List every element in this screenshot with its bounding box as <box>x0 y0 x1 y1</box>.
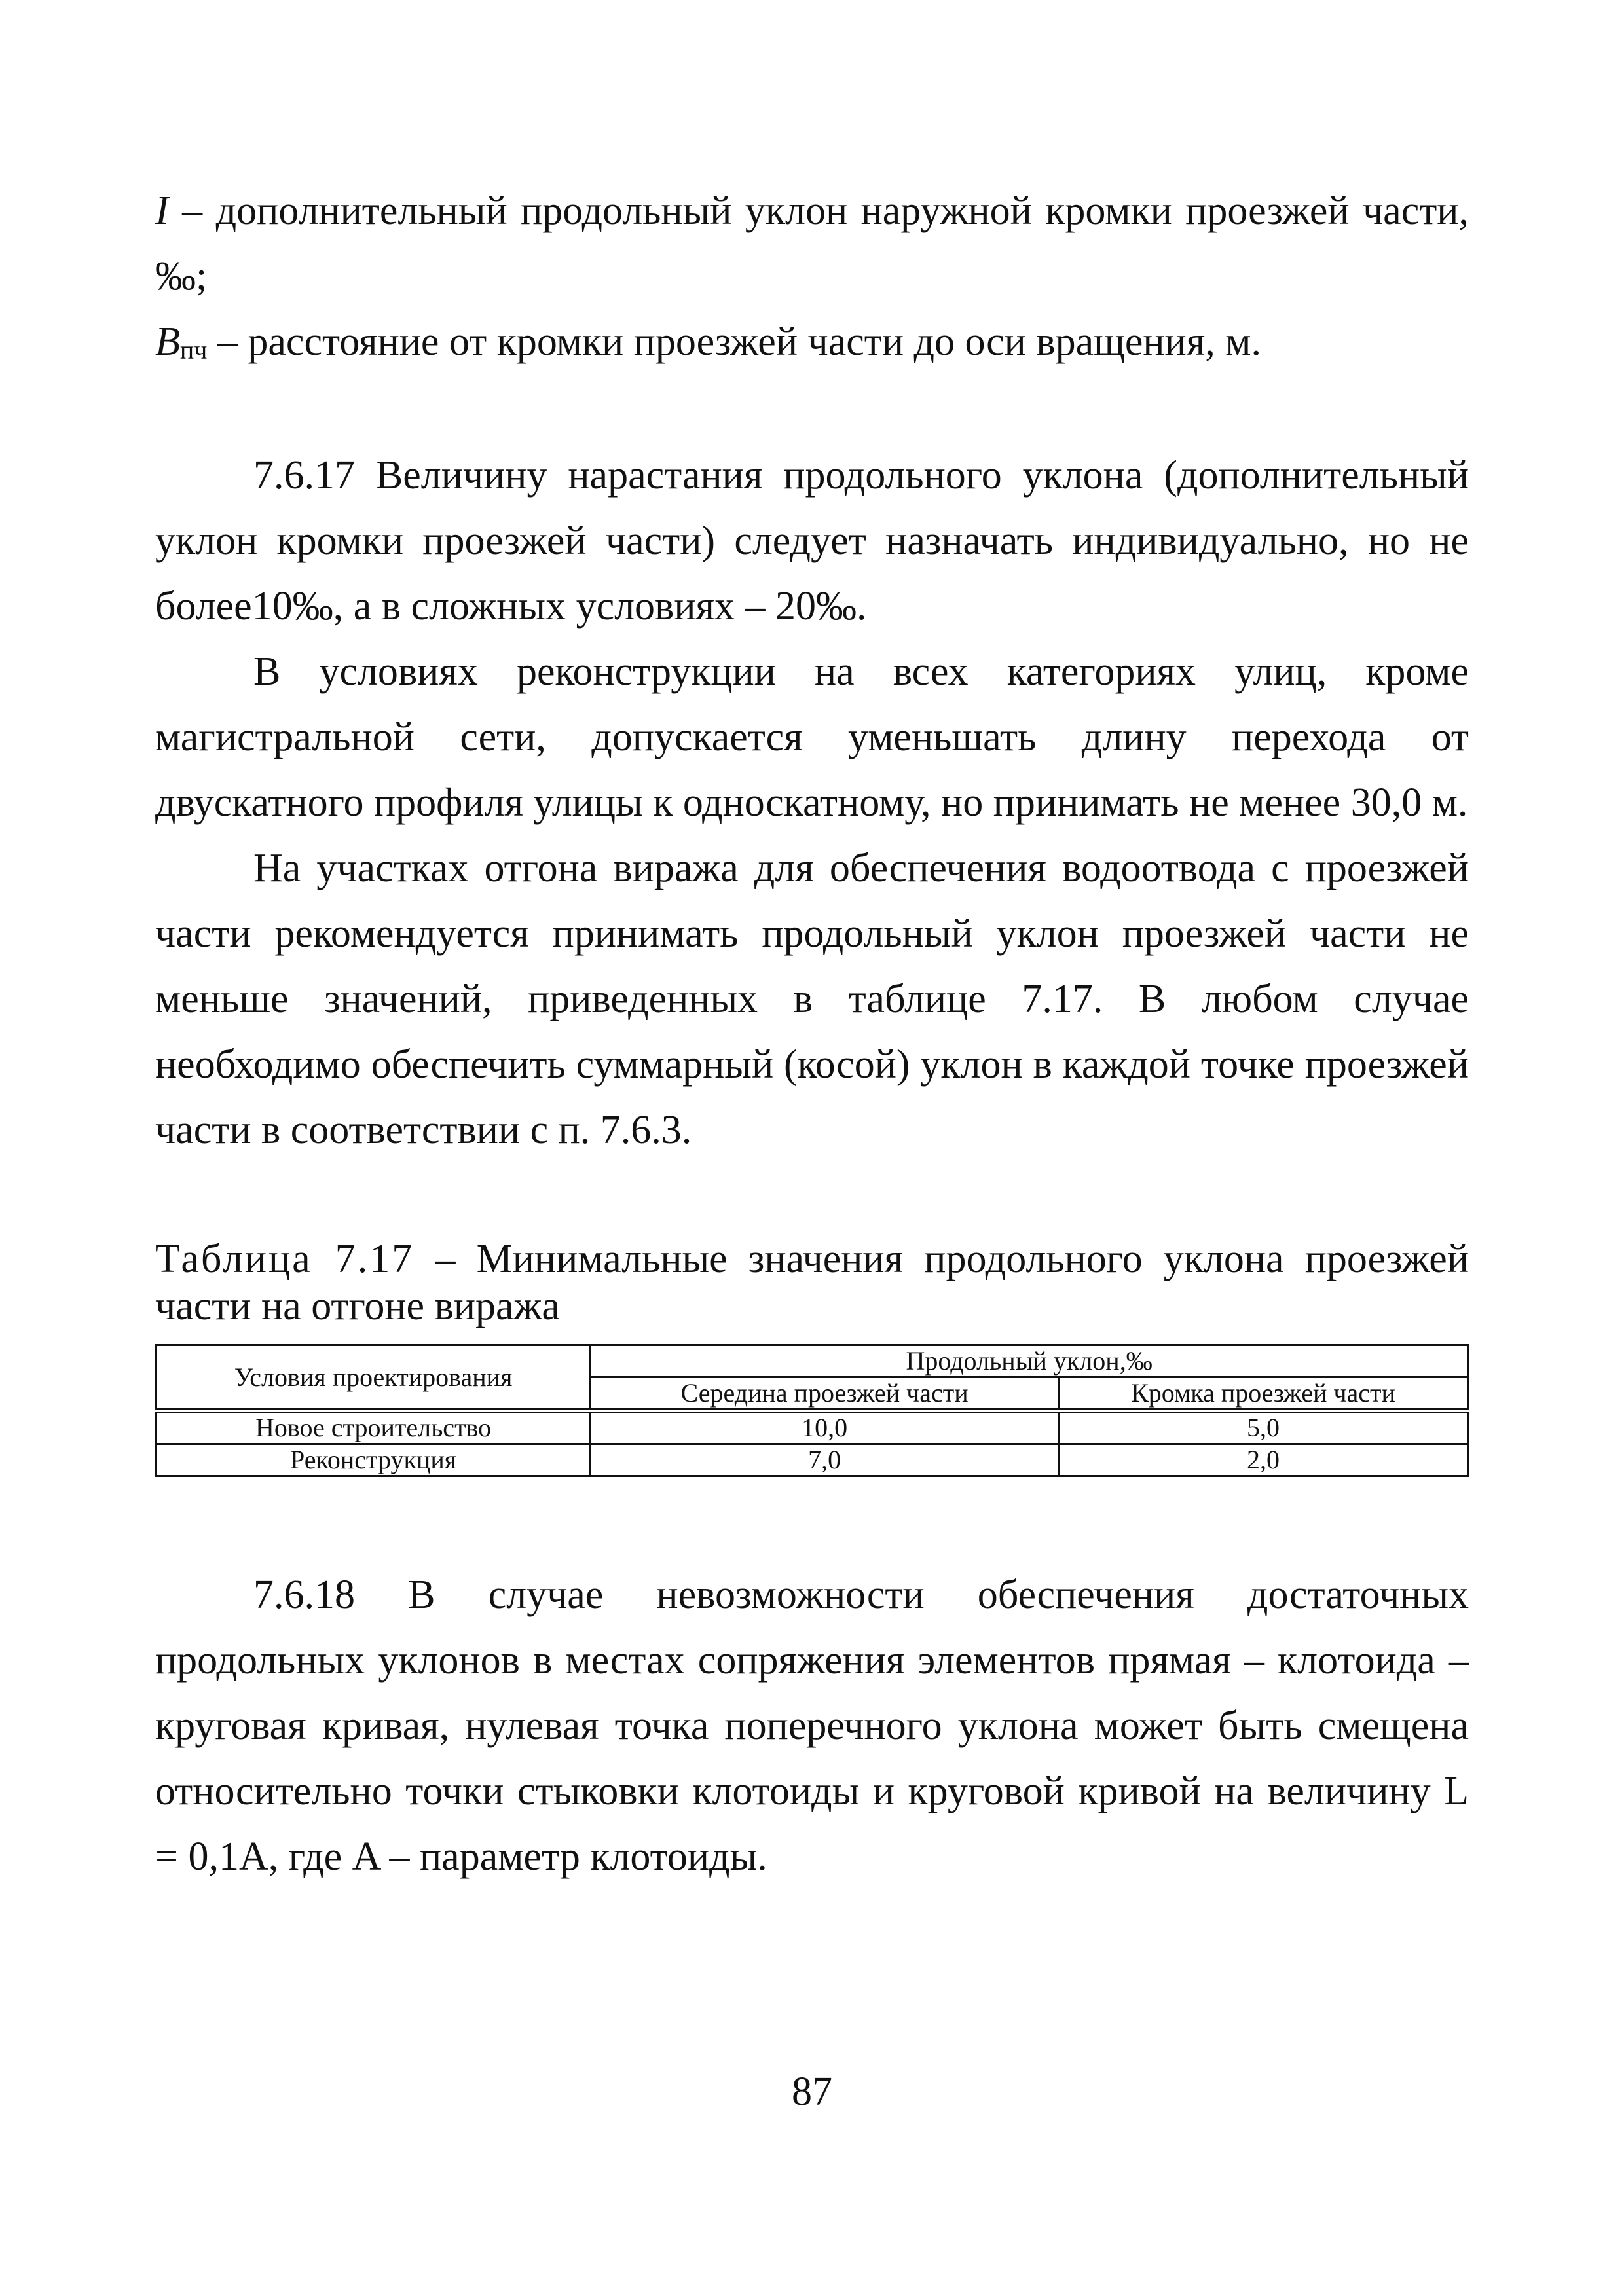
paragraph-7-6-17: 7.6.17 Величину нарастания продольного уклона (дополнительный уклон кромки проезжей части) следует назначать индивидуально, но не более10‰, а в сложных условиях – 20‰. <box>155 453 1469 629</box>
slope-table <box>155 1344 1469 1477</box>
paragraph-7-6-18: 7.6.18 В случае невозможности обеспечения достаточных продольных уклонов в местах сопряжения элементов прямая – клотоида – круговая кривая, нулевая точка поперечного уклона может быть смещена относительно точки стыковки клотоиды и круговой кривой на величину L = 0,1A, где A – параметр клотоиды. <box>155 1573 1469 1879</box>
table-cell-middle: 7,0 <box>591 1444 1059 1476</box>
definition-text: – расстояние от кромки проезжей части до оси вращения, м. <box>207 319 1261 364</box>
definition-symbol: I <box>155 189 169 233</box>
table-cell-middle: 10,0 <box>591 1411 1059 1444</box>
definitions-block <box>155 178 1469 379</box>
paragraph-drainage: На участках отгона виража для обеспечения водоотвода с проезжей части рекомендуется принимать продольный уклон проезжей части не меньше значений, приведенных в таблице 7.17. В любом случае необходимо обеспечить суммарный (косой) уклон в каждой точке проезжей части в соответствии с п. 7.6.3. <box>155 846 1469 1152</box>
definition-b <box>155 309 1469 379</box>
definition-subscript: пч <box>179 335 208 365</box>
body-text <box>155 443 1469 1163</box>
table-header-conditions: Условия проектирования <box>157 1345 591 1411</box>
table-cell-condition: Реконструкция <box>157 1444 591 1476</box>
definition-symbol: B <box>155 319 180 364</box>
table-cell-condition: Новое строительство <box>157 1411 591 1444</box>
table-cell-edge: 2,0 <box>1058 1444 1467 1476</box>
definition-text: – дополнительный продольный уклон наружной кромки проезжей части,‰; <box>155 189 1469 299</box>
table-caption-label: Таблица 7.17 <box>155 1237 415 1281</box>
paragraph-reconstruction: В условиях реконструкции на всех категориях улиц, кроме магистральной сети, допускается уменьшать длину перехода от двускатного профиля улицы к односкатному, но принимать не менее 30,0 м. <box>155 649 1469 825</box>
definition-i <box>155 178 1469 309</box>
table-header-slope: Продольный уклон,‰ <box>591 1345 1468 1377</box>
body-text-lower <box>155 1562 1469 1889</box>
table-row <box>157 1444 1468 1476</box>
table-cell-edge: 5,0 <box>1058 1411 1467 1444</box>
table-header-edge: Кромка проезжей части <box>1058 1377 1467 1411</box>
table-caption <box>155 1235 1469 1330</box>
table-header-middle: Середина проезжей части <box>591 1377 1059 1411</box>
table-caption-text: – Минимальные значения продольного уклона проезжей части на отгоне виража <box>155 1237 1469 1328</box>
table-row <box>157 1411 1468 1444</box>
page-number: 87 <box>792 2069 832 2114</box>
